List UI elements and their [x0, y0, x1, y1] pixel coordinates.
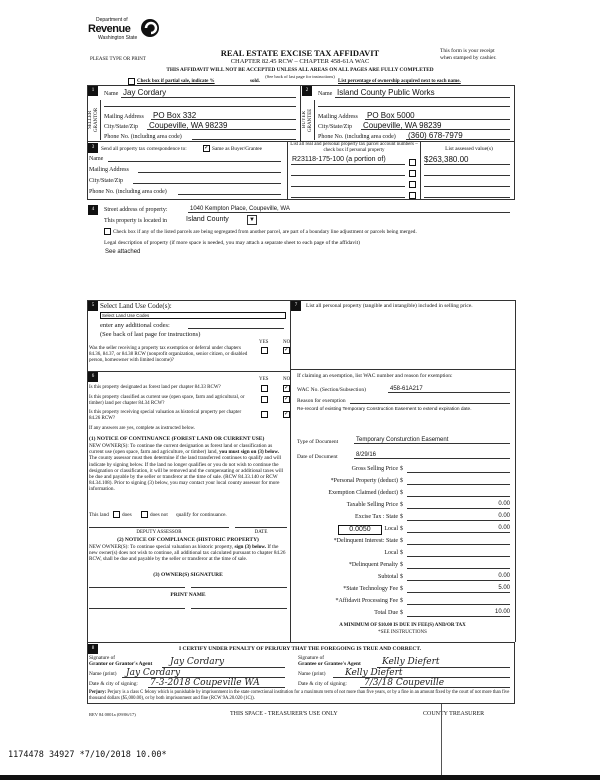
grantor-date-field[interactable]: 7-3-2018 Coupeville WA [150, 678, 260, 688]
segregated-label: Check box if any of the listed parcels are being segregated from another parcel, are part of a boundary line adjustment or parcels being merged. [113, 229, 417, 235]
divider [87, 371, 290, 372]
form-chapter: CHAPTER 82.45 RCW – CHAPTER 458-61A WAC [230, 58, 370, 65]
doc-date-label: Date of Document [297, 454, 338, 460]
logo-revenue: Revenue [88, 23, 131, 35]
currency-sign: $ [400, 538, 403, 544]
legal-desc-label: Legal description of property (if more space is needed, you may attach a separate sheet to each page of the affidavit) [104, 240, 360, 246]
s6-yes-header: YES [259, 377, 269, 382]
sold-label: sold. [250, 79, 260, 84]
underline [365, 119, 510, 120]
grantee-agent-label: Grantee or Grantee's Agent [298, 661, 361, 667]
underline [162, 667, 285, 668]
tax-row-label: *Delinquent Interest: State [333, 538, 398, 544]
s6-q3-yes-checkbox[interactable] [261, 411, 268, 418]
see-instructions-note: *SEE INSTRUCTIONS [378, 630, 427, 635]
tax-row-value[interactable]: 5.00 [407, 585, 510, 593]
tax-row-value[interactable] [407, 477, 510, 485]
scan-edge [0, 775, 600, 780]
s6-current-use-question: Is this property classified as current use (open space, farm and agricultural, or timber) land per chapter 84.34 RCW? [89, 395, 245, 406]
divider [87, 300, 88, 642]
if-yes-note: If any answers are yes, complete as instructed below. [89, 426, 196, 431]
s3-name-field[interactable] [108, 161, 281, 162]
divider [287, 141, 288, 200]
currency-sign: $ [400, 562, 403, 568]
does-label: does [122, 512, 132, 518]
divider [420, 141, 421, 200]
owner-signature-line[interactable] [89, 587, 185, 588]
seller-mail-field[interactable]: PO Box 332 [153, 111, 197, 120]
doc-type-field[interactable]: Temporary Consturction Easement [356, 437, 449, 443]
legal-desc-field[interactable]: See attached [105, 249, 141, 255]
buyer-phone-field[interactable]: (360) 678-7979 [408, 131, 463, 140]
buyer-mail-field[interactable]: PO Box 5000 [367, 111, 415, 120]
qualify-label: qualify for continuance. [176, 512, 227, 518]
tax-row-label: Taxable Selling Price [346, 502, 398, 508]
seller-phone-label: Phone No. (including area code) [104, 134, 182, 140]
parcel-number-field[interactable]: R23118-175-100 (a portion of) [292, 156, 386, 163]
tax-row-label: *Affidavit Processing Fee [335, 598, 398, 604]
grantor-date-label: Date & city of signing: [89, 681, 138, 687]
does-not-checkbox[interactable] [141, 511, 148, 518]
underline [151, 119, 296, 120]
receipt-note-1: This form is your receipt [440, 48, 495, 54]
divider [290, 369, 515, 370]
currency-sign: $ [400, 610, 403, 616]
underline [291, 186, 405, 187]
doc-type-label: Type of Document [297, 439, 339, 445]
s6-q3-no-checkbox[interactable]: ✓ [284, 411, 290, 417]
same-as-buyer-label: Same as Buyer/Grantee [212, 146, 263, 152]
form-warning: THIS AFFIDAVIT WILL NOT BE ACCEPTED UNLESS ALL AREAS ON ALL PAGES ARE FULLY COMPLETED [166, 67, 434, 73]
currency-sign: $ [400, 478, 403, 484]
n2-text-a: NEW OWNER(S): To continue special valuation as historic property, [89, 544, 234, 550]
reason-field[interactable]: Re-record of existing Temporary Construction Easement to extend expiration date. [297, 407, 472, 412]
notice-compliance-title: (2) NOTICE OF COMPLIANCE (HISTORIC PROPERTY) [117, 537, 259, 543]
underline [424, 186, 510, 187]
s5-yes-checkbox[interactable] [261, 347, 268, 354]
parcel-header: List all real and personal property tax parcel account numbers – check box if personal property [290, 142, 418, 153]
s3-city-field[interactable] [133, 183, 281, 184]
tax-row-value[interactable] [407, 489, 510, 497]
additional-codes-field[interactable] [188, 328, 284, 329]
print-name-line[interactable] [89, 608, 185, 609]
tax-row-value[interactable] [407, 597, 510, 605]
personal-property-checkbox[interactable] [409, 192, 416, 199]
print-name-label: PRINT NAME [170, 592, 206, 598]
does-not-label: does not [150, 512, 168, 518]
owner-signature-title: (3) OWNER(S) SIGNATURE [153, 572, 223, 578]
reason-label: Reason for exemption [297, 398, 346, 404]
s6-no-header: NO [283, 377, 291, 382]
tax-row-value[interactable] [407, 561, 510, 569]
underline [147, 129, 296, 130]
section-6-badge: 6 [88, 372, 98, 382]
personal-property-checkbox[interactable] [409, 170, 416, 177]
street-address-field[interactable]: 1040 Kempton Place, Coupeville, WA [190, 206, 290, 212]
certify-statement: I CERTIFY UNDER PENALTY OF PERJURY THAT THE FOREGOING IS TRUE AND CORRECT. [178, 646, 421, 652]
s6-q1-no-checkbox[interactable]: ✓ [284, 385, 290, 391]
seller-city-label: City/State/Zip [104, 124, 138, 130]
logo-swirl-icon [140, 18, 160, 38]
underline [424, 175, 510, 176]
underline [121, 97, 296, 98]
logo-state: Washington State [98, 35, 138, 41]
s6-q2-yes-checkbox[interactable] [261, 396, 268, 403]
divider [300, 85, 301, 141]
cashier-stamp: 1174478 34927 *7/10/2018 10.00* [8, 750, 167, 760]
owner-signature-line[interactable] [191, 587, 287, 588]
tax-row-label: *Delinquent Penalty [348, 562, 398, 568]
tax-row-label: Subtotal [377, 574, 398, 580]
date-label: DATE [254, 530, 268, 535]
underline [406, 139, 510, 140]
n2-text-b: If the new owner(s) does not wish to continue, all additional tax calculated pursuant to chapter 84.26 RCW, shall be due and payable by the seller or transferor at the time of sale. [89, 544, 286, 562]
buyer-city-field[interactable]: Coupeville, WA 98239 [363, 121, 442, 130]
underline [291, 197, 405, 198]
personal-property-checkbox[interactable] [409, 159, 416, 166]
personal-property-checkbox[interactable] [409, 181, 416, 188]
grantor-signature[interactable]: Jay Cordary [170, 657, 225, 667]
notice-continuance-text [89, 443, 287, 493]
buyer-city-label: City/State/Zip [318, 124, 352, 130]
tax-row-label: *Personal Property (deduct) [330, 478, 398, 484]
county-treasurer-label: COUNTY TREASURER [423, 711, 485, 717]
assessor-date-line[interactable] [235, 527, 287, 528]
section-1-badge: 1 [88, 86, 98, 96]
buyer-phone-label: Phone No. (including area code) [318, 134, 396, 140]
assessed-header: List assessed value(s) [445, 146, 493, 152]
tax-row-value[interactable]: 0.00 [407, 525, 510, 533]
underline [360, 687, 510, 688]
grantee-date-label: Date & city of signing: [298, 681, 347, 687]
land-use-title: Select Land Use Code(s): [100, 302, 172, 310]
currency-sign: $ [400, 598, 403, 604]
s3-name-label: Name [89, 156, 104, 162]
underline [335, 97, 510, 98]
tax-row-label: Total Due [374, 610, 398, 616]
s5-exemption-question: Was the seller receiving a property tax exemption or deferral under chapters 84.36, 84.37, or 84.38 RCW (nonprofit organization, senior citizen, or disabled person, homeowner with limited income)? [89, 346, 248, 363]
divider [515, 300, 516, 642]
s6-q2-no-checkbox[interactable]: ✓ [284, 396, 290, 402]
seller-phone-field[interactable] [192, 139, 296, 140]
divider [87, 300, 515, 301]
grantee-name-field[interactable]: Kelly Diefert [345, 668, 403, 678]
tax-row-label: Local [384, 526, 398, 532]
s5-no-checkbox[interactable]: ✓ [284, 347, 290, 353]
grantor-agent-label: Grantor or Grantor's Agent [89, 661, 153, 667]
n1-text-b: The county assessor must then determine if the land transferred continues to qualify and will indicate by signing below. If the land no longer qualifies or you do not wish to continue the designation or classification, it will be removed and the compensating or additional taxes will be due and payable by the seller or transferor at the time of sale. (RCW 84.33.140 or RCW 84.34.108). Prior to signing (3) below, you may contact your local county assessor for more information. [89, 455, 284, 493]
grantee-sig-of: Signature of [298, 655, 325, 661]
s3-mail-field[interactable] [138, 172, 281, 173]
seller-name-field[interactable]: Jay Cordary [123, 88, 167, 97]
section-5-badge: 5 [88, 301, 98, 311]
tax-row-value[interactable]: 0.00 [407, 513, 510, 521]
same-as-buyer-checkbox[interactable]: ✓ [204, 145, 210, 151]
s6-q1-yes-checkbox[interactable] [261, 385, 268, 392]
please-type: PLEASE TYPE OR PRINT [90, 57, 146, 62]
buyer-name-label: Name [318, 91, 333, 97]
dor-logo [88, 18, 163, 50]
n2-text-bold: sign (3) below. [234, 544, 267, 550]
deputy-assessor-signature-line[interactable] [89, 527, 229, 528]
send-correspondence-label: Send all property tax correspondence to: [101, 146, 187, 152]
underline [361, 129, 510, 130]
grantor-name-field[interactable]: Jay Cordary [126, 668, 181, 678]
currency-sign: $ [400, 550, 403, 556]
form-title: REAL ESTATE EXCISE TAX AFFIDAVIT [220, 48, 380, 58]
street-address-label: Street address of property: [104, 207, 168, 213]
notice-continuance-title: (1) NOTICE OF CONTINUANCE (FOREST LAND OR CURRENT USE) [89, 436, 265, 442]
rev-number: REV 84 0001a (09/06/17) [89, 712, 136, 717]
n1-text-bold: you must sign on (3) below. [219, 449, 280, 456]
tax-row-value[interactable] [407, 465, 510, 473]
section-7-badge: 7 [291, 301, 301, 311]
currency-sign: $ [400, 526, 403, 532]
tax-row-value[interactable]: 10.00 [407, 609, 510, 617]
tax-row-label: Exemption Claimed (deduct) [328, 490, 398, 496]
underline [104, 106, 296, 107]
underline [291, 164, 405, 165]
grantee-name-label: Name (print) [298, 671, 326, 677]
s3-phone-field[interactable] [178, 194, 281, 195]
underline [354, 443, 510, 444]
s5-yes-header: YES [259, 340, 269, 345]
grantee-date-field[interactable]: 7/3/18 Coupeville [364, 678, 445, 688]
currency-sign: $ [400, 514, 403, 520]
grantor-name-label: Name (print) [89, 671, 117, 677]
s3-mail-label: Mailing Address [89, 167, 129, 173]
minimum-due-note: A MINIMUM OF $10.00 IS DUE IN FEE(S) AND/OR TAX [339, 623, 466, 628]
seller-mail-label: Mailing Address [104, 114, 144, 120]
section-8-badge: 8 [88, 644, 98, 654]
receipt-note-2: when stamped by cashier. [440, 55, 497, 61]
buyer-name-field[interactable]: Island County Public Works [337, 88, 435, 97]
see-back: (See back of last page for instructions) [265, 74, 335, 79]
ownership-pct-label: List percentage of ownership acquired next to each name. [338, 79, 461, 84]
tax-row-value[interactable] [407, 537, 510, 545]
grantee-signature[interactable]: Kelly Diefert [382, 657, 440, 667]
s3-phone-label: Phone No. (including area code) [89, 189, 167, 195]
underline [354, 458, 510, 459]
tax-row-value[interactable]: 0.00 [407, 501, 510, 509]
section-3-badge: 3 [88, 143, 98, 153]
buyer-mail-label: Mailing Address [318, 114, 358, 120]
underline [424, 197, 510, 198]
located-in-label: This property is located in [104, 218, 167, 224]
currency-sign: $ [400, 466, 403, 472]
segregated-checkbox[interactable] [104, 228, 111, 235]
n1-text-a: NEW OWNER(S): To continue the current designation as forest land or classification as current use (open space, farm and agriculture, or timber) land, [89, 443, 273, 456]
treasurer-use-label: THIS SPACE - TREASURER'S USE ONLY [230, 711, 338, 717]
tax-row-label: Local [384, 550, 398, 556]
does-checkbox[interactable] [113, 511, 120, 518]
tax-row-label: *State Technology Fee [343, 586, 398, 592]
tax-row-value[interactable]: 0.00 [407, 573, 510, 581]
section-2-badge: 2 [302, 86, 312, 96]
buyer-grantee-label: BUYER GRANTEE [302, 100, 315, 140]
grantor-sig-of: Signature of [89, 655, 116, 661]
currency-sign: $ [400, 586, 403, 592]
s6-forest-question: Is this property designated as forest land per chapter 84.33 RCW? [89, 385, 221, 390]
deputy-assessor-label: DEPUTY ASSESSOR [136, 530, 182, 535]
tax-row-value[interactable] [407, 549, 510, 557]
partial-sale-label: Check box if partial sale, indicate % [137, 79, 215, 84]
print-name-line[interactable] [191, 608, 287, 609]
underline [350, 403, 510, 404]
s6-historic-question: Is this property receiving special valuation as historical property per chapter 84.26 RCW? [89, 410, 242, 421]
doc-date-field[interactable]: 8/29/16 [356, 452, 377, 458]
tax-row-label: Gross Selling Price [351, 466, 398, 472]
tax-row-label: Excise Tax : State [355, 514, 398, 520]
perjury-bold: Perjury: [89, 690, 107, 695]
seller-city-field[interactable]: Coupeville, WA 98239 [149, 121, 228, 130]
additional-codes-label: enter any additional codes: [100, 322, 170, 329]
underline [388, 392, 510, 393]
exemption-intro: If claiming an exemption, list WAC number and reason for exemption: [297, 373, 453, 379]
section-4-badge: 4 [88, 205, 98, 215]
this-land-label: This land [89, 512, 109, 518]
underline [424, 164, 510, 165]
s5-see-back: (See back of last page for instructions) [100, 331, 201, 338]
seller-name-label: Name [104, 91, 119, 97]
county-select[interactable]: Island County [186, 216, 229, 223]
personal-property-text: List all personal property (tangible and intangible) included in selling price. [306, 303, 473, 309]
currency-sign: $ [400, 490, 403, 496]
perjury-notice [89, 690, 513, 702]
land-use-select[interactable]: Select Land Use Codes [100, 312, 286, 319]
logo-dept: Department of [96, 17, 128, 23]
perjury-text: Perjury is a class C felony which is punishable by imprisonment in the state correctional institution for a maximum term of not more than five years, or by a fine in an amount fixed by the court of not more than five thousand dollars ($5,000.00), or by both imprisonment and fine (RCW 9A.20.020 (1C)). [89, 690, 510, 701]
assessed-value-field[interactable]: $263,380.00 [424, 155, 469, 164]
divider [441, 704, 442, 780]
underline [318, 106, 510, 107]
partial-sale-checkbox[interactable] [128, 78, 135, 85]
seller-grantor-label: SELLER GRANTOR [88, 100, 101, 140]
wac-field[interactable]: 458-61A217 [390, 386, 423, 392]
s3-city-label: City/State/Zip [89, 178, 123, 184]
underline [188, 212, 510, 213]
county-dropdown-icon[interactable]: ▼ [247, 215, 257, 225]
currency-sign: $ [400, 502, 403, 508]
wac-label: WAC No. (Section/Subsection) [297, 387, 366, 393]
underline [148, 687, 285, 688]
local-rate-field[interactable]: 0.0050 [338, 525, 382, 535]
currency-sign: $ [400, 574, 403, 580]
notice-compliance-text [89, 544, 287, 562]
s5-no-header: NO [283, 340, 291, 345]
underline [291, 175, 405, 176]
